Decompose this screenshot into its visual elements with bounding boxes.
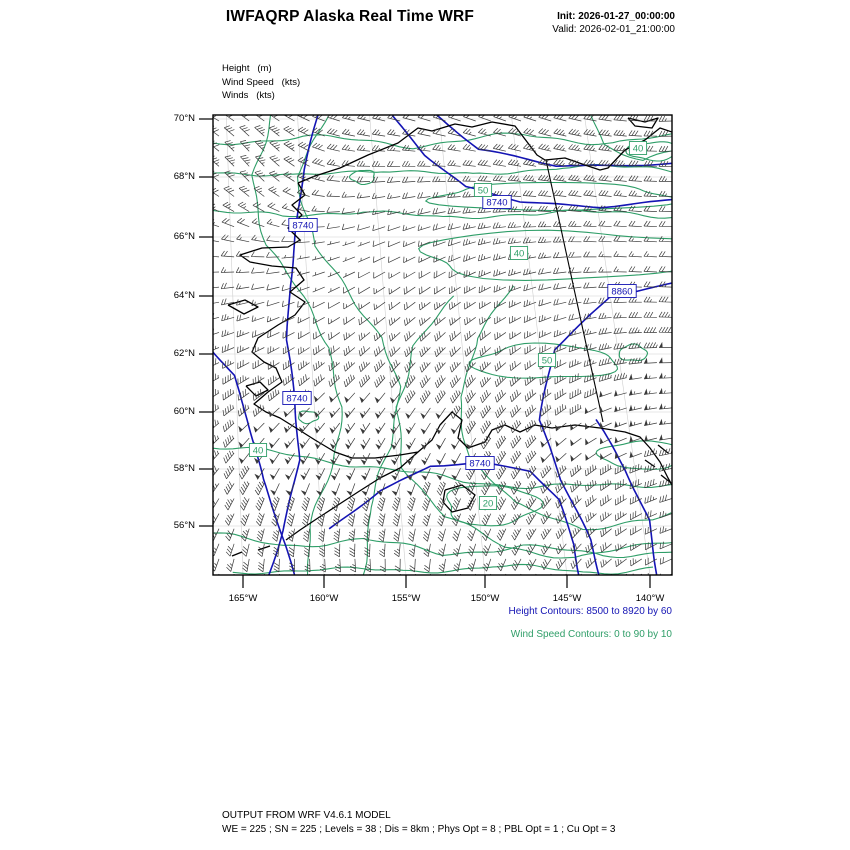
svg-text:50: 50	[477, 185, 489, 197]
x-tick-label: 145°W	[552, 593, 582, 604]
svg-text:8740: 8740	[292, 220, 314, 232]
canada-border	[546, 160, 603, 422]
valid-time: Valid: 2026-02-01_21:00:00	[552, 24, 675, 35]
y-tick-label: 68°N	[173, 171, 195, 182]
field-legend	[222, 62, 300, 103]
model-info-line1: OUTPUT FROM WRF V4.6.1 MODEL	[222, 810, 391, 821]
x-tick-label: 150°W	[470, 593, 500, 604]
y-tick-label: 70°N	[173, 113, 195, 124]
weather-map	[213, 115, 672, 575]
x-tick-label: 160°W	[309, 593, 339, 604]
model-info	[222, 809, 615, 836]
svg-text:40: 40	[513, 248, 525, 260]
y-tick-label: 64°N	[173, 290, 195, 301]
init-time: Init: 2026-01-27_00:00:00	[557, 11, 675, 22]
x-tick-label: 165°W	[228, 593, 258, 604]
x-tick-label: 155°W	[391, 593, 421, 604]
legend-wind-speed: Wind Speed (kts)	[222, 76, 301, 88]
y-tick-label: 62°N	[173, 348, 195, 359]
map-layers	[206, 111, 732, 587]
legend-height: Height (m)	[222, 63, 272, 74]
x-tick-label: 140°W	[635, 593, 665, 604]
svg-text:20: 20	[482, 498, 494, 510]
height-contour-note: Height Contours: 8500 to 8920 by 60	[508, 606, 672, 617]
svg-text:50: 50	[541, 355, 553, 367]
y-tick-label: 56°N	[173, 520, 195, 531]
legend-winds: Winds (kts)	[222, 90, 275, 101]
model-info-line2: WE = 225 ; SN = 225 ; Levels = 38 ; Dis = 8km ; Phys Opt = 8 ; PBL Opt = 1 ; Cu Opt = 3	[222, 823, 616, 835]
y-tick-label: 58°N	[173, 463, 195, 474]
run-times	[455, 11, 675, 35]
y-tick-label: 60°N	[173, 406, 195, 417]
svg-text:40: 40	[252, 445, 264, 457]
wind-contour-note: Wind Speed Contours: 0 to 90 by 10	[510, 629, 672, 640]
svg-text:8860: 8860	[611, 286, 633, 298]
svg-text:8740: 8740	[469, 458, 491, 470]
svg-text:40: 40	[632, 143, 644, 155]
svg-text:8740: 8740	[286, 393, 308, 405]
page-title: IWFAQRP Alaska Real Time WRF	[225, 8, 475, 25]
wind-barbs	[206, 111, 672, 587]
y-tick-label: 66°N	[173, 231, 195, 242]
svg-text:8740: 8740	[486, 197, 508, 209]
